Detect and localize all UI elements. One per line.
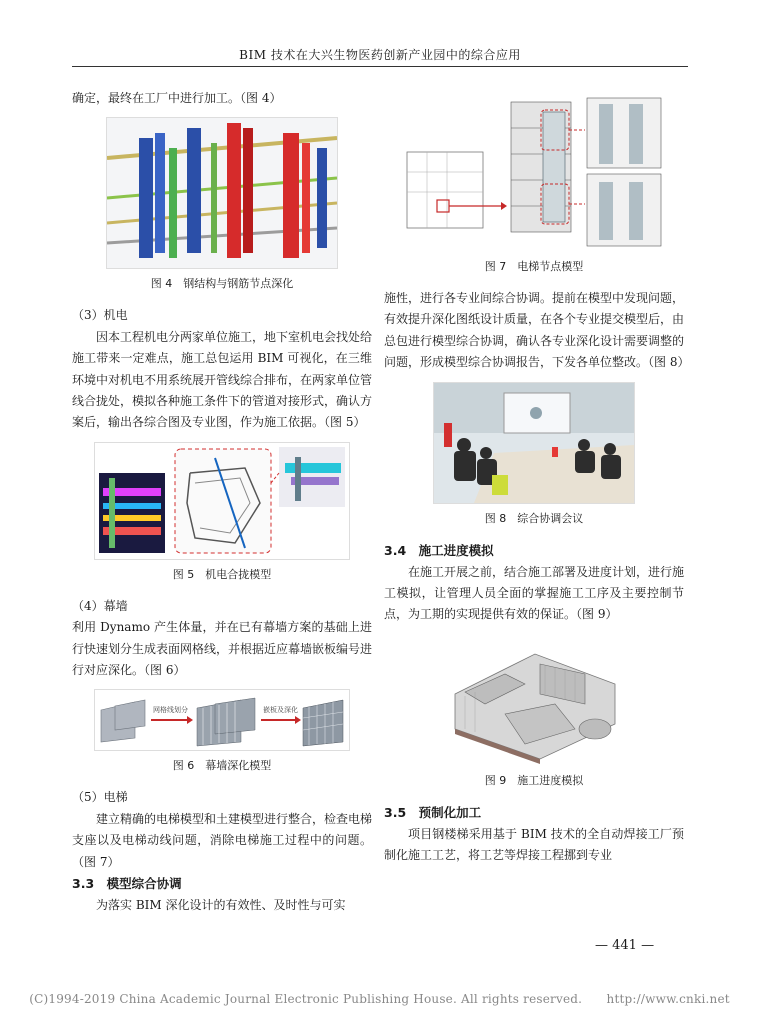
fig6-arrow1-label: 网格线划分: [153, 706, 188, 715]
figure-5-image: [94, 442, 350, 560]
figure-7-caption: 图 7 电梯节点模型: [484, 260, 584, 273]
fig6-arrow2-label: 嵌板及深化: [263, 706, 298, 715]
mep-body: 因本工程机电分两家单位施工，地下室机电会找处给施工带来一定难点，施工总包运用 BIM 可视化，在三维环境中对机电不用系统展开管线综合排布，在两家单位管线合拢处，模拟各种施工条件下的管道对接形式，确认方案后，输出各综合图及专业图，作为施工依据。（图 5）: [72, 329, 373, 430]
mep-heading: （3）机电: [72, 308, 128, 323]
section-3-4-heading: 3.4 施工进度模拟: [384, 542, 494, 558]
figure-8-image: [433, 382, 635, 504]
figure-9-caption: 图 9 施工进度模拟: [484, 773, 584, 787]
figure-4-caption: 图 4 钢结构与钢筋节点深化: [150, 277, 294, 291]
page-number: — 441 —: [595, 938, 655, 953]
section-3-3-body: 为落实 BIM 深化设计的有效性、及时性与可实: [96, 898, 346, 913]
copyright-notice: (C)1994-2019 China Academic Journal Electronic Publishing House. All rights reserved. http://www.cnki.net: [29, 992, 730, 1006]
figure-8-caption: 图 8 综合协调会议: [484, 511, 584, 525]
section-3-5-heading: 3.5 预制化加工: [384, 804, 482, 820]
elevator-heading: （5）电梯: [72, 790, 128, 805]
section-3-4-body: 在施工开展之前，结合施工部署及进度计划，进行施工模拟，让管理人员全面的掌握施工工序及主要控制节点，为工期的实现提供有效的保证。（图 9）: [384, 564, 685, 622]
right-column: [384, 92, 690, 873]
figure-7-image: [403, 92, 665, 252]
header-rule: [72, 66, 688, 67]
figure-6-image: [94, 689, 350, 751]
figure-6-caption: 图 6 幕墙深化模型: [172, 759, 272, 773]
figure-5-caption: 图 5 机电合拢模型: [172, 567, 272, 581]
curtain-heading: （4）幕墙: [72, 598, 128, 613]
left-column: [72, 88, 372, 923]
intro-text: 确定，最终在工厂中进行加工。（图 4）: [72, 91, 282, 105]
continued-text: 施性，进行各专业间综合协调。提前在模型中发现问题，有效提升深化图纸设计质量，在各个专业提交模型后，由总包进行模型综合协调，确认各专业深化设计需要调整的问题，形成模型综合协调报告，下发各单位整改。（图 8）: [384, 291, 690, 370]
running-header: BIM 技术在大兴生物医药创新产业园中的综合应用: [239, 48, 521, 62]
figure-4-image: [106, 117, 338, 269]
section-3-5-body: 项目钢楼梯采用基于 BIM 技术的全自动焊接工厂预制化施工工艺，将工艺等焊接工程挪到专业: [384, 826, 684, 863]
elevator-body: 建立精确的电梯模型和土建模型进行整合，检查电梯支座以及电梯动线问题，消除电梯施工过程中的问题。（图 7）: [72, 811, 373, 869]
section-3-3-heading: 3.3 模型综合协调: [72, 876, 182, 892]
curtain-body: 利用 Dynamo 产生体量，并在已有幕墙方案的基础上进行快速划分生成表面网格线，并根据近应幕墙嵌板编号进行对应深化。（图 6）: [72, 620, 373, 678]
figure-9-image: [445, 634, 623, 766]
